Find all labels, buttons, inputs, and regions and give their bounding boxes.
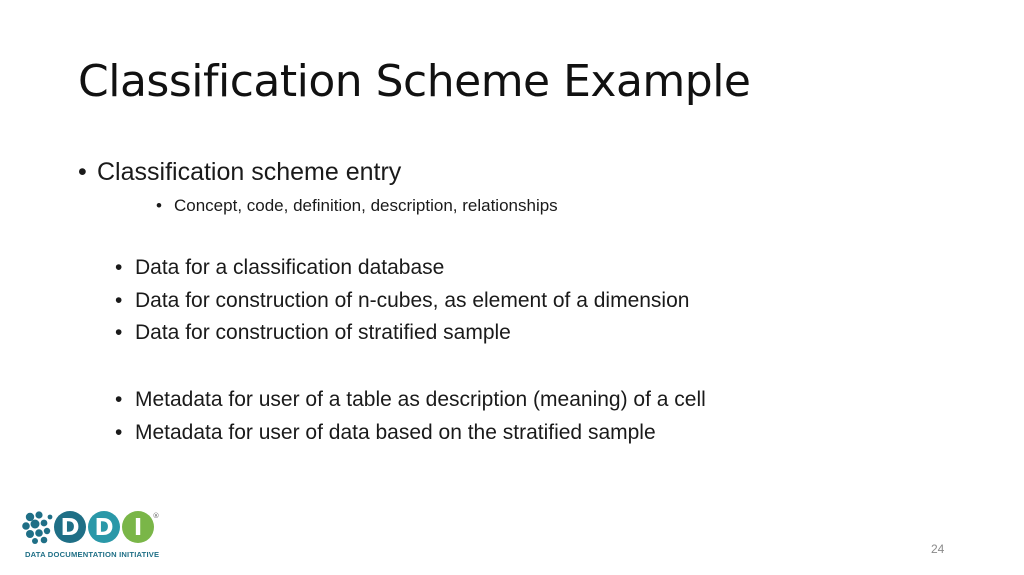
bullet-sub: [156, 196, 558, 216]
bullet-marker: •: [115, 388, 123, 411]
bullet-item: [115, 388, 706, 412]
bullet-item: [115, 421, 656, 445]
bullet-text: Metadata for user of data based on the stratified sample: [135, 421, 656, 444]
dot-cluster-icon: [22, 511, 52, 544]
bullet-text: Classification scheme entry: [97, 158, 402, 186]
bullet-text: Data for construction of stratified sample: [135, 321, 511, 344]
bullet-item: [115, 256, 444, 280]
bullet-text: Concept, code, definition, description, relationships: [174, 196, 558, 215]
bullet-text: Data for construction of n-cubes, as element of a dimension: [135, 289, 690, 312]
bullet-marker: •: [115, 321, 123, 344]
bullet-text: Data for a classification database: [135, 256, 445, 279]
bullet-main: [78, 158, 401, 187]
ddi-logo-mark: [22, 509, 162, 549]
page-number: 24: [931, 542, 945, 556]
slide-title: Classification Scheme Example: [78, 56, 751, 107]
bullet-marker: •: [115, 289, 123, 312]
bullet-text: Metadata for user of a table as description (meaning) of a cell: [135, 388, 706, 411]
bullet-marker: •: [78, 158, 87, 186]
bullet-marker: •: [156, 196, 162, 215]
bullet-marker: •: [115, 256, 123, 279]
logo-letter-i: I: [133, 515, 143, 541]
ddi-logo: [22, 509, 162, 559]
bullet-item: [115, 321, 511, 345]
bullet-marker: •: [115, 421, 123, 444]
registered-mark: ®: [152, 512, 160, 520]
logo-letter-d2: D: [94, 515, 114, 541]
logo-letter-d1: D: [60, 515, 80, 541]
logo-text: DATA DOCUMENTATION INITIATIVE: [25, 550, 160, 559]
bullet-item: [115, 289, 689, 313]
